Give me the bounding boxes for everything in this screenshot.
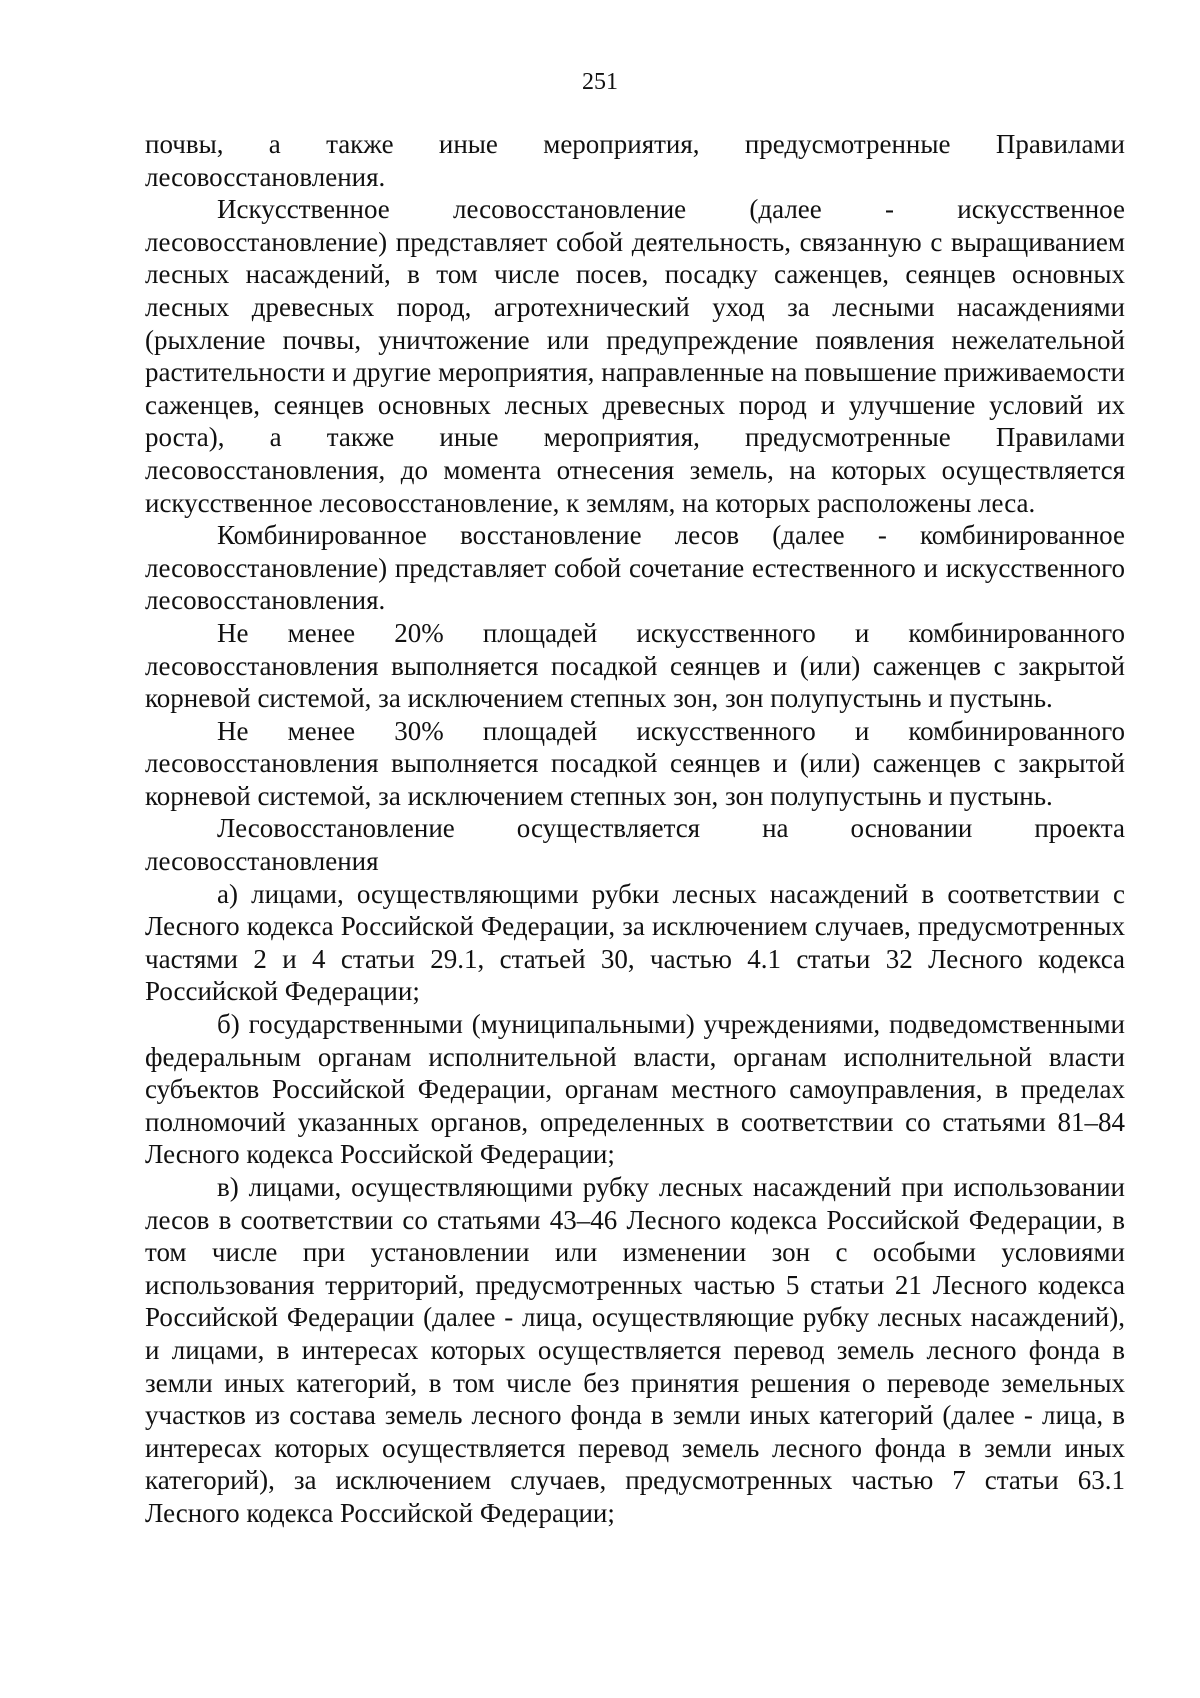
document-body: [145, 128, 1125, 1530]
paragraph-20-percent: Не менее 20% площадей искусственного и комбинированного лесовосстановления выполняется посадкой сеянцев и (или) саженцев с закрытой корневой системой, за исключением степных зон, зон полупустынь и пустынь.: [145, 617, 1125, 714]
paragraph-combined-reforestation: Комбинированное восстановление лесов (далее - комбинированное лесовосстановление) представляет собой сочетание естественного и искусственного лесовосстановления.: [145, 520, 1125, 616]
paragraph-30-percent: Не менее 30% площадей искусственного и комбинированного лесовосстановления выполняется посадкой сеянцев и (или) саженцев с закрытой корневой системой, за исключением степных зон, зон полупустынь и пустынь.: [145, 715, 1125, 811]
list-item-b: б) государственными (муниципальными) учреждениями, подведомственными федеральным органам исполнительной власти, органам исполнительной власти субъектов Российской Федерации, органам местного самоуправления, в пределах полномочий указанных органов, определенных в соответствии со статьями 81–84 Лесного кодекса Российской Федерации;: [145, 1009, 1125, 1170]
page-number: 251: [582, 69, 618, 95]
paragraph-artificial-reforestation: Искусственное лесовосстановление (далее - искусственное лесовосстановление) представляет собой деятельность, связанную с выращиванием лесных насаждений, в том числе посев, посадку саженцев, сеянцев основных лесных древесных пород, агротехнический уход за лесными насаждениями (рыхление почвы, уничтожение или предупреждение появления нежелательной растительности и другие мероприятия, направленные на повышение приживаемости саженцев, сеянцев основных лесных древесных пород и улучшение условий их роста), а также иные мероприятия, предусмотренные Правилами лесовосстановления, до момента отнесения земель, на которых осуществляется искусственное лесовосстановление, к землям, на которых расположены леса.: [145, 194, 1125, 518]
paragraph-project-basis: Лесовосстановление осуществляется на основании проекта лесовосстановления: [145, 813, 1125, 877]
list-item-a: а) лицами, осуществляющими рубки лесных насаждений в соответствии с Лесного кодекса Российской Федерации, за исключением случаев, предусмотренных частями 2 и 4 статьи 29.1, статьей 30, частью 4.1 статьи 32 Лесного кодекса Российской Федерации;: [145, 878, 1125, 1007]
paragraph-continuation: почвы, а также иные мероприятия, предусмотренные Правилами лесовосстановления.: [145, 129, 1125, 192]
list-item-v: в) лицами, осуществляющими рубку лесных насаждений при использовании лесов в соответствии со статьями 43–46 Лесного кодекса Российской Федерации, в том числе при установлении или изменении зон с особыми условиями использования территорий, предусмотренных частью 5 статьи 21 Лесного кодекса Российской Федерации (далее - лица, осуществляющие рубку лесных насаждений), и лицами, в интересах которых осуществляется перевод земель лесного фонда в земли иных категорий, в том числе без принятия решения о переводе земельных участков из состава земель лесного фонда в земли иных категорий (далее - лица, в интересах которых осуществляется перевод земель лесного фонда в земли иных категорий), за исключением случаев, предусмотренных частью 7 статьи 63.1 Лесного кодекса Российской Федерации;: [145, 1172, 1125, 1528]
